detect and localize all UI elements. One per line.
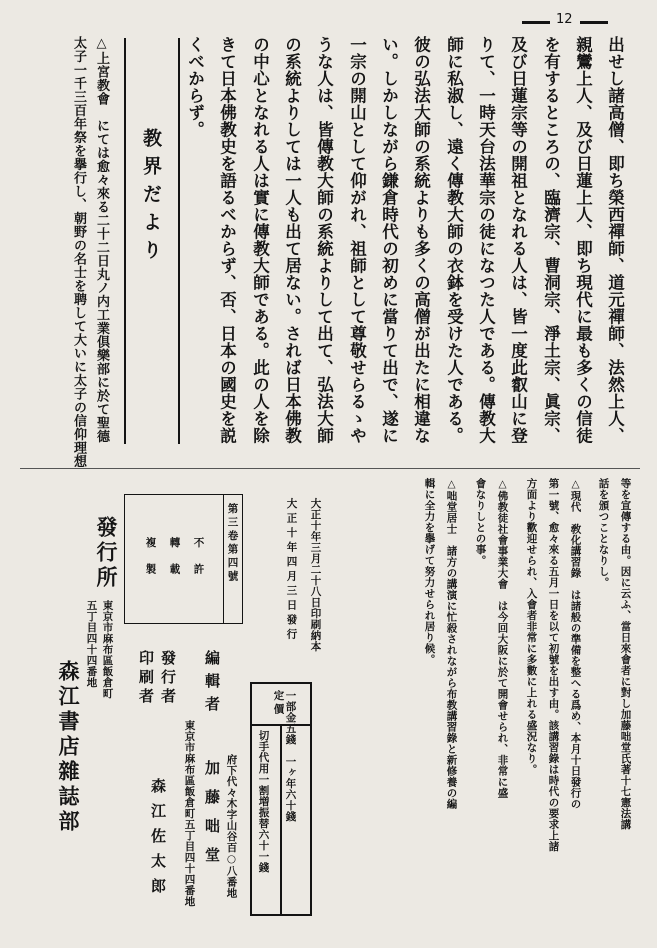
news-item-1-col1: △上宮教會 にては愈々來る二十二日丸ノ内工業倶樂部に於て聖德 [94,36,109,443]
reprint-notice-1: 不許 [192,537,205,590]
article-column: 出せし諸高僧、即ち榮西禪師、道元禪師、法然上人、 [605,36,625,444]
news-item-4-col1: △咄堂居士 諸方の講演に忙殺されながら布教講習錄と新修養の編 [445,478,458,810]
volume-box [124,494,243,624]
stamps-text: 切手代用一割増振替六十一錢 [257,730,270,873]
publisher-name: 森江佐太郎 [149,778,167,903]
news-item-2-col3: 方面より歡迎せられ、入會者非常に多數に上れる盛況なり。 [525,478,538,775]
price-text: 一部金五錢 一ヶ年六十錢 [284,690,297,822]
news-item-3-col2: 會なりしとの事。 [474,478,487,566]
section-divider [20,468,640,469]
article-column: を有するところの、臨濟宗、曹洞宗、淨土宗、眞宗、 [541,36,561,444]
price-label-cell [252,684,310,726]
volume-issue: 第三卷第四號 [226,503,239,584]
publisher-label: 發行者 [159,650,177,707]
page-number-rule-left [522,21,550,24]
column-header-title: 教界だより [140,128,162,268]
news-item-4-col2: 輯に全力を擧げて努力せられ居り候。 [423,478,436,665]
article-column: 師に私淑し、遠く傳教大師の衣鉢を受けた人である。 [444,36,464,444]
publish-date: 大正十年四月三日發行 [285,498,298,643]
editor-label: 編輯者 [203,650,221,719]
article-column: 一宗の開山として仰がれ、祖師として尊敬せらるゝや [347,36,367,444]
news-item-1-cont-col2: 話を頒つことなりし。 [597,478,610,588]
editor-address: 府下代々木字山谷百○八番地 [225,754,238,899]
price-split-rule [280,724,282,914]
print-date: 大正十年三月二十八日印刷納本 [309,498,322,652]
office-address-line1: 東京市麻布區飯倉町 [101,600,114,699]
article-column: きて日本佛教史を語るべからず、否、日本の國史を説 [217,36,237,444]
article-column: の中心となれる人は實に傳教大師である。此の人を除 [250,36,270,444]
office-name: 森江書店雜誌部 [56,660,81,835]
article-column: 親鸞上人、及び日蓮上人、即ち現代に最も多くの信徒 [573,36,593,444]
article-column: 及び日蓮宗等の開祖となれる人は、皆一度此叡山に登 [508,36,528,444]
reprint-notice-3: 複製 [144,537,157,590]
office-address-line2: 五丁目四十四番地 [85,600,98,688]
article-column: りて、一時天台法華宗の徒になつた人である。傳教大 [476,36,496,444]
page-number-rule-right [580,21,608,24]
news-item-3-col1: △佛教徒社會事業大會 は今回大阪に於て開會せられ、非常に盛 [496,478,509,799]
price-box [250,682,312,916]
publisher-address: 東京市麻布區飯倉町五丁目四十四番地 [183,720,196,907]
news-item-2-col2: 第一號、愈々來る五月一日を以て初號を出す由。該講習錄は時代の要求上諸 [547,478,560,852]
printer-label: 印刷者 [137,650,155,707]
article-column: くべからず。 [185,36,205,138]
news-item-1-col2: 太子一千三百年祭を擧行し、朝野の名士を聘して大いに太子の信仰理想 [71,36,86,468]
article-column: 彼の弘法大師の系統よりも多くの高僧が出たに相違な [411,36,431,444]
column-header-box [124,38,180,444]
volume-box-rule [223,495,224,623]
article-column: の系統よりしては一人も出て居ない。されば日本佛教 [282,36,302,444]
price-label: 定價 [272,690,285,717]
article-column: い。しかしながら鎌倉時代の初めに當りて出で、遂に [379,36,399,444]
article-column: うな人は、皆傳教大師の系統よりして出て、弘法大師 [314,36,334,444]
page-number: 12 [556,12,573,27]
editor-name: 加藤咄堂 [203,760,221,876]
news-item-2-col1: △現代 敎化講習錄 は諸般の準備を整へる爲め、本月十日發行の [569,478,582,810]
office-label: 發行所 [94,516,119,591]
reprint-notice-2: 轉載 [168,537,181,590]
news-item-1-cont-col1: 等を宣傳する由。因に云ふ、當日來會者に對し加藤咄堂氏著十七憲法講 [619,478,632,830]
